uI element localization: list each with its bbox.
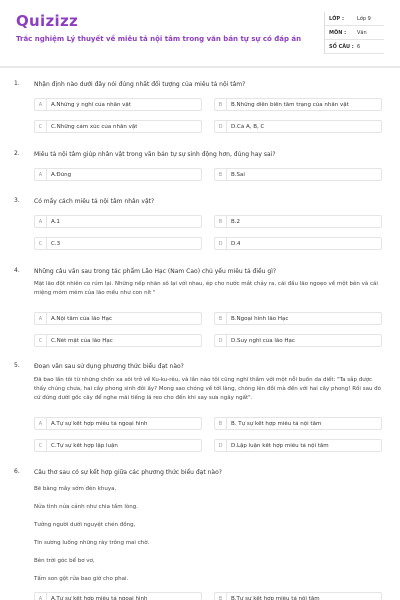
option-letter: D bbox=[215, 440, 227, 451]
poem-line: Tin sương luống những rày trông mai chờ. bbox=[34, 540, 150, 546]
question-number: 6. bbox=[14, 468, 20, 475]
poem-line: Nửa tình nửa cảnh như chia tấm lòng. bbox=[34, 504, 138, 510]
option-text: D.Lập luận kết hợp miêu tả nội tâm bbox=[231, 442, 329, 449]
option-a[interactable] bbox=[34, 312, 202, 325]
poem-line: Bên trời góc bể bơ vơ, bbox=[34, 558, 95, 564]
option-letter: B bbox=[215, 99, 227, 110]
meta-value: Lớp 9 bbox=[357, 15, 371, 22]
option-text: C.3 bbox=[51, 240, 61, 247]
meta-key: LỚP : bbox=[329, 15, 344, 22]
option-letter: B bbox=[215, 169, 227, 180]
option-a[interactable] bbox=[34, 168, 202, 181]
option-a[interactable] bbox=[34, 98, 202, 111]
option-b[interactable] bbox=[214, 215, 382, 228]
option-text: D.Cả A, B, C bbox=[231, 123, 265, 130]
meta-table bbox=[324, 12, 384, 54]
question-number: 1. bbox=[14, 80, 20, 87]
option-letter: A bbox=[35, 169, 47, 180]
quizizz-logo: Quizizz bbox=[16, 12, 79, 30]
option-letter: A bbox=[35, 593, 47, 600]
meta-key: MÔN : bbox=[329, 29, 347, 36]
meta-key: SỐ CÂU : bbox=[329, 43, 354, 50]
question-excerpt: Mặt lão đột nhiên co rúm lại. Những nếp nhăn xô lại với nhau, ép cho nước mắt chảy ra, cái đầu lão ngoẹo về một bên và cái miệng móm mém của lão mếu như con nít " bbox=[34, 281, 378, 296]
meta-value: Văn bbox=[357, 29, 367, 36]
poem-line: Tấm son gột rửa bao giờ cho phai. bbox=[34, 576, 129, 582]
option-text: B.Ngoại hình lão Hạc bbox=[231, 315, 289, 322]
option-d[interactable] bbox=[214, 439, 382, 452]
option-text: C.Tự sự kết hợp lập luận bbox=[51, 442, 118, 449]
question-text: Đoạn văn sau sử dụng phương thức biểu đạt nào? bbox=[34, 363, 184, 370]
poem-line: Tưởng người dưới nguyệt chén đồng, bbox=[34, 522, 136, 528]
option-text: A.1 bbox=[51, 218, 60, 225]
option-text: C.Những cảm xúc của nhân vật bbox=[51, 123, 138, 130]
option-text: D.Suy nghĩ của lão Hạc bbox=[231, 337, 295, 344]
option-b[interactable] bbox=[214, 168, 382, 181]
option-letter: B bbox=[215, 418, 227, 429]
option-letter: A bbox=[35, 99, 47, 110]
option-letter: D bbox=[215, 121, 227, 132]
option-d[interactable] bbox=[214, 237, 382, 250]
meta-row-class bbox=[325, 12, 384, 26]
option-a[interactable] bbox=[34, 592, 202, 600]
question-number: 2. bbox=[14, 150, 20, 157]
option-letter: C bbox=[35, 238, 47, 249]
question-text: Có mấy cách miêu tả nội tâm nhân vật? bbox=[34, 198, 155, 205]
question-text: Những câu văn sau trong tác phẩm Lão Hạc (Nam Cao) chủ yếu miêu tả điều gì? bbox=[34, 268, 277, 275]
meta-row-subject bbox=[325, 26, 384, 40]
worksheet-header bbox=[0, 0, 400, 66]
option-c[interactable] bbox=[34, 439, 202, 452]
meta-row-count bbox=[325, 40, 384, 54]
meta-value: 6 bbox=[357, 43, 361, 50]
option-letter: D bbox=[215, 335, 227, 346]
option-letter: B bbox=[215, 313, 227, 324]
page-title: Trắc nghiệm Lý thuyết về miêu tả nội tâm trong văn bản tự sự có đáp án bbox=[16, 35, 302, 43]
option-letter: C bbox=[35, 335, 47, 346]
option-text: A.Tự sự kết hợp miêu tả ngoại hình bbox=[51, 420, 148, 427]
option-letter: A bbox=[35, 313, 47, 324]
option-letter: C bbox=[35, 121, 47, 132]
header-divider bbox=[0, 66, 400, 68]
question-number: 5. bbox=[14, 362, 20, 369]
option-text: D.4 bbox=[231, 240, 241, 247]
option-text: B.Sai bbox=[231, 171, 245, 178]
option-letter: D bbox=[215, 238, 227, 249]
question-number: 3. bbox=[14, 197, 20, 204]
question-text: Miêu tả nội tâm giúp nhân vật trong văn bản tự sự sinh động hơn, đúng hay sai? bbox=[34, 151, 276, 158]
option-a[interactable] bbox=[34, 417, 202, 430]
option-text: A.Tự sự kết hợp miêu tả ngoại hình bbox=[51, 595, 148, 600]
option-d[interactable] bbox=[214, 120, 382, 133]
option-letter: A bbox=[35, 216, 47, 227]
poem-line: Bẽ bàng mây sớm đèn khuya, bbox=[34, 486, 117, 492]
option-d[interactable] bbox=[214, 334, 382, 347]
option-text: A.Đúng bbox=[51, 171, 72, 178]
option-c[interactable] bbox=[34, 334, 202, 347]
question-excerpt: Đã bao lần tôi từ những chốn xa xôi trở về Ku-ku-rêu, và lần nào tôi cũng nghĩ thầm với một nỗi buồn da diết: "Ta sắp được thấy chúng chưa, hai cây phong sinh đôi ấy? Mong sao chóng về tới làng, chóng lên đồi mà đến với hai cây phong! Rồi sau đó cứ đứng dưới gốc cây để nghe mãi tiếng lá reo cho đến khi say sưa ngây ngất". bbox=[34, 377, 382, 401]
option-text: C.Nét mặt của lão Hạc bbox=[51, 337, 113, 344]
option-a[interactable] bbox=[34, 215, 202, 228]
option-letter: C bbox=[35, 440, 47, 451]
question-number: 4. bbox=[14, 267, 20, 274]
question-text: Nhận định nào dưới đây nói đúng nhất đối tượng của miêu tả nội tâm? bbox=[34, 81, 246, 88]
option-c[interactable] bbox=[34, 237, 202, 250]
option-text: A.Nội tâm của lão Hạc bbox=[51, 315, 112, 322]
option-letter: B bbox=[215, 216, 227, 227]
option-letter: A bbox=[35, 418, 47, 429]
option-text: A.Những ý nghĩ của nhân vật bbox=[51, 101, 131, 108]
option-b[interactable] bbox=[214, 312, 382, 325]
option-text: B.Tự sự kết hợp miêu tả nội tâm bbox=[231, 595, 320, 600]
option-letter: B bbox=[215, 593, 227, 600]
option-text: B. Tự sự kết hợp miêu tả nội tâm bbox=[231, 420, 322, 427]
option-text: B.2 bbox=[231, 218, 241, 225]
question-text: Câu thơ sau có sự kết hợp giữa các phương thức biểu đạt nào? bbox=[34, 469, 222, 476]
option-b[interactable] bbox=[214, 98, 382, 111]
option-text: B.Những diễn biến tâm trạng của nhân vật bbox=[231, 101, 349, 108]
option-c[interactable] bbox=[34, 120, 202, 133]
option-b[interactable] bbox=[214, 592, 382, 600]
option-b[interactable] bbox=[214, 417, 382, 430]
